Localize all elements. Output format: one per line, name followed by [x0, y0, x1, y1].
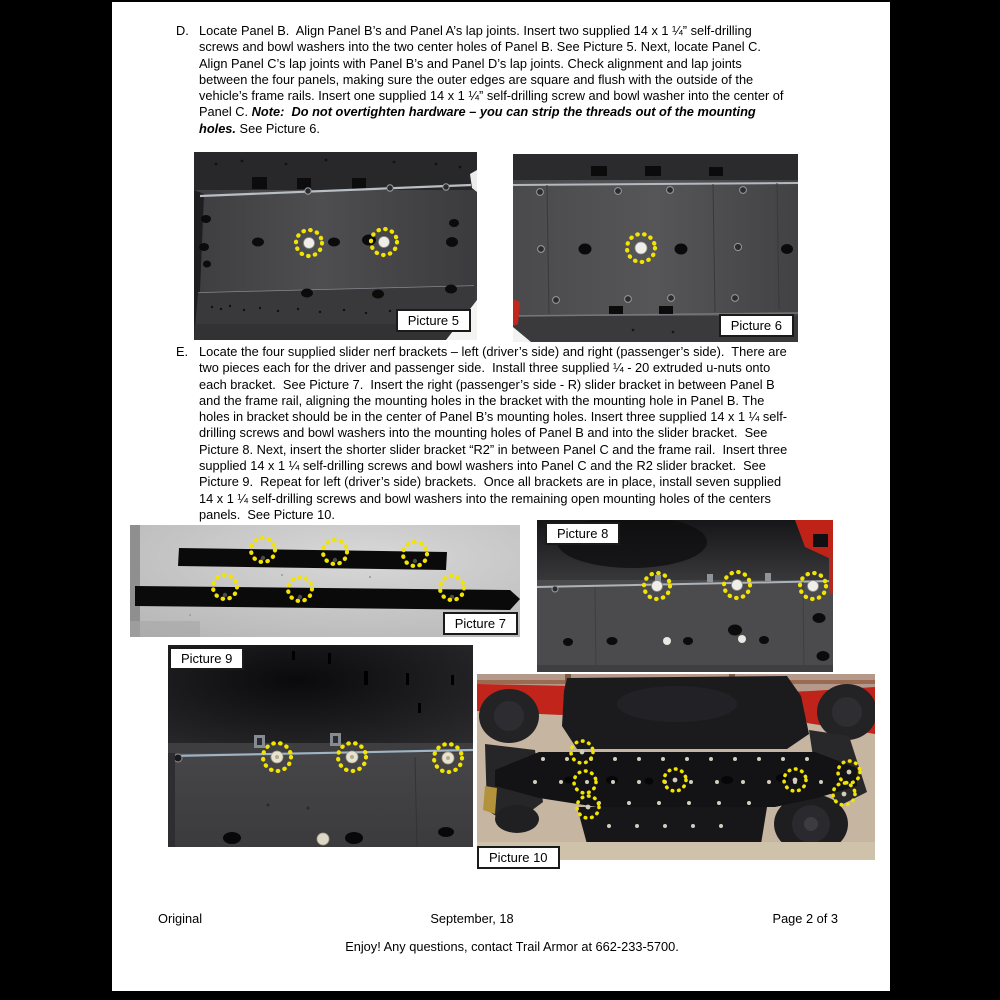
text-line: drilling screws and bowl washers into the mounting holes of Panel B and into the slider bracket. See — [199, 425, 768, 441]
text-line: vehicle’s frame rails. Insert one supplied 14 x 1 ¼” self-drilling screw and bowl washer into the center of — [199, 88, 784, 104]
text-line: panels. See Picture 10. — [199, 506, 335, 522]
text-line: between the four panels, making sure the outer edges are square and flush with the outside of the — [199, 71, 754, 87]
text-line: two pieces each for the driver and passenger side. Install three supplied ¼ - 20 extruded u-nuts onto — [199, 360, 771, 376]
text-line: Panel C. Note: Do not overtighten hardware – you can strip the threads out of the mounting — [199, 104, 756, 120]
step-e — [176, 344, 787, 523]
picture9-photo-graphic — [168, 645, 473, 847]
text-line: holes in bracket should be in the center of Panel B’s mounting holes. Insert three supplied 14 x 1 ¼ self- — [199, 409, 788, 425]
picture7-label: Picture 7 — [443, 612, 518, 635]
picture9-label: Picture 9 — [169, 647, 244, 670]
picture7-figure — [130, 525, 520, 637]
step-e-text — [199, 344, 787, 523]
document-page — [112, 2, 890, 991]
picture8-label: Picture 8 — [545, 522, 620, 545]
text-line: supplied 14 x 1 ¼ self-drilling screws and bowl washers into Panel C and the R2 slider bracket. See — [199, 458, 766, 474]
picture5-label: Picture 5 — [396, 309, 471, 332]
text-line: Picture 8. Next, insert the shorter slider bracket “R2” in between Panel C and the frame rail. Insert three — [199, 441, 788, 457]
text-line: holes. See Picture 6. — [199, 120, 320, 136]
text-line: screws and bowl washers into the two center holes of Panel B. See Picture 5. Next, locate Panel C. — [199, 39, 761, 55]
text-line: each bracket. See Picture 7. Insert the right (passenger’s side - R) slider bracket in between Panel B — [199, 376, 775, 392]
text-line: Align Panel C’s lap joints with Panel B’s and Panel D’s lap joints. Check alignment and lap joints — [199, 55, 742, 71]
picture10-figure — [477, 674, 875, 865]
step-e-marker: E. — [176, 344, 189, 359]
text-line: Picture 9. Repeat for left (driver’s side) brackets. Once all brackets are in place, install seven supplied — [199, 474, 782, 490]
text-line: 14 x 1 ¼ self-drilling screws and bowl washers into the remaining open mounting holes of the centers — [199, 490, 771, 506]
picture9-figure — [168, 645, 473, 847]
footer-date: September, 18 — [430, 911, 514, 926]
picture10-label: Picture 10 — [477, 846, 560, 869]
picture5-figure — [194, 152, 477, 340]
step-d-text — [199, 23, 783, 137]
step-d-marker: D. — [176, 23, 189, 38]
text-line: Locate Panel B. Align Panel B’s and Panel A’s lap joints. Insert two supplied 14 x 1 ¼” self-drilling — [199, 23, 752, 38]
picture10-photo-graphic — [477, 674, 875, 860]
picture6-label: Picture 6 — [719, 314, 794, 337]
text-line: Locate the four supplied slider nerf brackets – left (driver’s side) and right (passenger’s side). There are — [199, 344, 787, 359]
picture6-figure — [513, 154, 798, 342]
footer-contact-line: Enjoy! Any questions, contact Trail Armor at 662-233-5700. — [345, 939, 679, 954]
footer-page-number: Page 2 of 3 — [772, 911, 838, 926]
text-line: and the frame rail, aligning the mounting holes in the bracket with the mounting hole in Panel B. The — [199, 392, 765, 408]
footer-original: Original — [158, 911, 203, 926]
step-d — [176, 23, 783, 137]
picture8-figure — [537, 520, 833, 672]
